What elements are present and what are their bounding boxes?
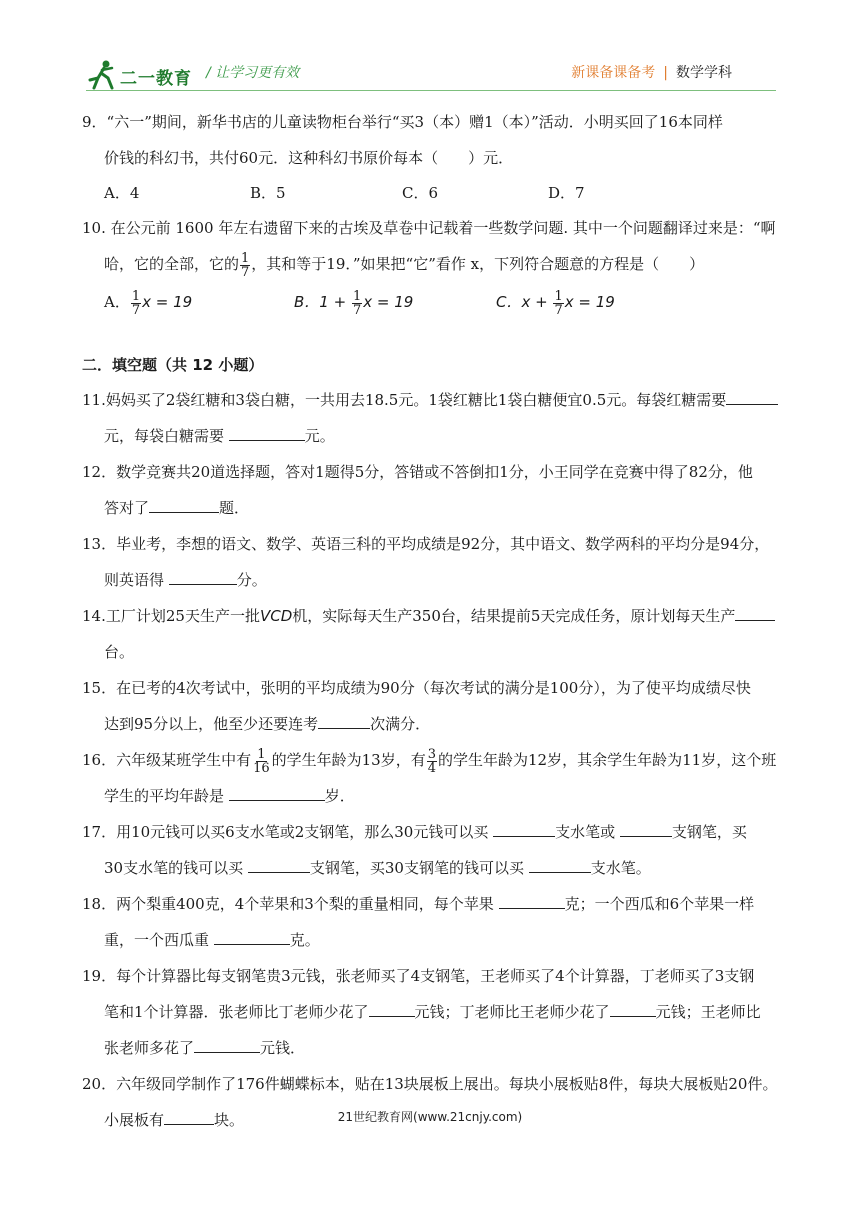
q19-line3 <box>82 1030 782 1066</box>
frac-num: 1 <box>554 288 563 304</box>
answer-blank[interactable] <box>214 928 290 945</box>
q11-line2 <box>82 418 782 454</box>
logo-text: 二一教育 <box>120 69 192 89</box>
q14-vcd: VCD <box>259 607 293 625</box>
answer-blank[interactable] <box>229 784 325 801</box>
q9-line1: 9．“六一”期间，新华书店的儿童读物柜台举行“买3（本）赠1（本）”活动．小明买回了16本同样 <box>82 113 723 131</box>
q16-text-e: 岁． <box>324 787 355 805</box>
frac-num: 1 <box>352 288 362 304</box>
q17-line1 <box>82 814 782 850</box>
question-9 <box>82 104 782 176</box>
answer-blank[interactable] <box>194 1036 260 1053</box>
frac-num: 3 <box>427 746 437 762</box>
q14-line1 <box>82 598 782 634</box>
opt-a-prefix: A． <box>104 293 130 311</box>
frac-den: 4 <box>427 760 437 776</box>
q16-line1 <box>82 742 782 778</box>
q13-line2 <box>82 562 782 598</box>
answer-blank[interactable] <box>610 1000 656 1017</box>
answer-blank[interactable] <box>149 496 219 513</box>
q19-text-c: 元钱；王老师比 <box>655 1003 761 1021</box>
frac-den: 16 <box>253 760 270 776</box>
fraction-one-seventh <box>553 290 563 317</box>
frac-den: 7 <box>241 264 250 280</box>
opt-b-eq: x = 19 <box>363 293 414 311</box>
question-16 <box>82 742 782 814</box>
question-12 <box>82 454 782 526</box>
q15-line1: 15．在已考的4次考试中，张明的平均成绩为90分（每次考试的满分是100分），为了使平均成绩尽快 <box>82 679 751 697</box>
q20-text-b: 块。 <box>214 1111 245 1129</box>
q15-text-a: 达到95分以上，他至少还要连考 <box>104 715 319 733</box>
fraction-one-sixteenth <box>252 748 271 775</box>
q10-text-b: ，其和等于19．”如果把“它”看作 x，下列符合题意的方程是（ ） <box>251 255 705 273</box>
opt-b-prefix: B．1 + <box>294 293 351 311</box>
q16-line2 <box>82 778 782 814</box>
q14-line2: 台。 <box>104 643 135 661</box>
frac-num: 1 <box>241 250 250 266</box>
q14-text-b: 机，实际每天生产350台，结果提前5天完成任务，原计划每天生产 <box>292 607 736 625</box>
frac-num: 1 <box>257 746 266 762</box>
fraction-one-seventh <box>352 290 362 317</box>
question-17 <box>82 814 782 886</box>
frac-den: 7 <box>554 302 563 318</box>
opt-c-prefix: C．x + <box>496 293 553 311</box>
answer-blank[interactable] <box>169 568 237 585</box>
q13-text-b: 分。 <box>236 571 267 589</box>
frac-den: 7 <box>352 302 362 318</box>
q12-line2 <box>82 490 782 526</box>
document-body <box>82 104 782 1138</box>
answer-blank[interactable] <box>229 424 305 441</box>
q19-text-e: 元钱． <box>260 1039 306 1057</box>
fraction-three-quarters <box>427 748 437 775</box>
q17-text-f: 支水笔。 <box>590 859 651 877</box>
q9-line2: 价钱的科幻书，共付60元．这种科幻书原价每本（ ）元． <box>104 149 514 167</box>
frac-num: 1 <box>131 288 141 304</box>
q10-line2 <box>82 246 782 282</box>
q10-line1: 10. 在公元前 1600 年左右遗留下来的古埃及草卷中记载着一些数学问题. 其中一个问题翻译过来是：“啊 <box>82 219 776 237</box>
answer-blank[interactable] <box>726 388 778 405</box>
q12-line1: 12．数学竞赛共20道选择题，答对1题得5分，答错或不答倒扣1分，小王同学在竞赛中得了82分，他 <box>82 463 753 481</box>
q13-text-a: 则英语得 <box>104 571 169 589</box>
q9-option-d: D．7 <box>548 184 585 202</box>
q11-text-b: 元，每袋白糖需要 <box>104 427 229 445</box>
q17-text-a: 17．用10元钱可以买6支水笔或2支钢笔，那么30元钱可以买 <box>82 823 494 841</box>
q19-line1: 19．每个计算器比每支钢笔贵3元钱，张老师买了4支钢笔，王老师买了4个计算器，丁老师买了3支钢 <box>82 967 755 985</box>
q11-text-a: 11.妈妈买了2袋红糖和3袋白糖，一共用去18.5元。1袋红糖比1袋白糖便宜0.5元。每袋红糖需要 <box>82 391 727 409</box>
header-right <box>571 62 732 82</box>
header-tag-left: 新课备课备考 <box>571 65 656 81</box>
q18-line2 <box>82 922 782 958</box>
q16-text-a: 16．六年级某班学生中有 <box>82 751 252 769</box>
q16-text-c: 的学生年龄为12岁，其余学生年龄为11岁，这个班 <box>438 751 777 769</box>
q9-option-c: C．6 <box>402 184 439 202</box>
question-13 <box>82 526 782 598</box>
q17-text-d: 30支水笔的钱可以买 <box>104 859 248 877</box>
q9-option-b: B．5 <box>250 184 286 202</box>
page-footer: 21世纪教育网(www.21cnjy.com) <box>337 1110 523 1124</box>
q20-text-a: 小展板有 <box>104 1111 165 1129</box>
question-19 <box>82 958 782 1066</box>
fraction-one-seventh <box>131 290 141 317</box>
q18-text-a: 18．两个梨重400克，4个苹果和3个梨的重量相同，每个苹果 <box>82 895 499 913</box>
q9-options <box>82 176 782 210</box>
question-11 <box>82 382 782 454</box>
header-subject: 数学学科 <box>676 65 732 81</box>
q20-line1: 20．六年级同学制作了176件蝴蝶标本，贴在13块展板上展出。每块小展板贴8件，每块大展板贴20件。 <box>82 1075 778 1093</box>
header-separator: | <box>663 65 668 81</box>
q17-text-b: 支水笔或 <box>555 823 620 841</box>
q16-text-b: 的学生年龄为13岁，有 <box>271 751 426 769</box>
q11-text-c: 元。 <box>304 427 335 445</box>
answer-blank[interactable] <box>499 892 565 909</box>
q15-text-b: 次满分． <box>370 715 431 733</box>
opt-a-eq: x = 19 <box>142 293 193 311</box>
q17-text-c: 支钢笔，买 <box>671 823 747 841</box>
fraction-one-seventh <box>240 252 250 279</box>
q12-text-b: 题． <box>219 499 250 517</box>
q18-text-b: 克；一个西瓜和6个苹果一样 <box>564 895 755 913</box>
runner-logo-icon <box>86 58 120 92</box>
section-heading-fill-blanks: 二．填空题（共 12 小题） <box>82 356 264 374</box>
q10-option-c <box>496 282 615 322</box>
answer-blank[interactable] <box>735 604 775 621</box>
q19-text-a: 笔和1个计算器．张老师比丁老师少花了 <box>104 1003 369 1021</box>
q16-text-d: 学生的平均年龄是 <box>104 787 229 805</box>
question-14 <box>82 598 782 670</box>
frac-den: 7 <box>131 302 141 318</box>
q19-line2 <box>82 994 782 1030</box>
q10-options <box>82 282 782 322</box>
q9-option-a: A．4 <box>104 184 140 202</box>
question-10 <box>82 210 782 282</box>
slogan: / 让学习更有效 <box>206 65 300 81</box>
q13-line1: 13．毕业考，李想的语文、数学、英语三科的平均成绩是92分，其中语文、数学两科的平均分是94分， <box>82 535 770 553</box>
q10-option-a <box>104 282 294 322</box>
q19-text-d: 张老师多花了 <box>104 1039 195 1057</box>
header-divider <box>86 90 776 91</box>
question-18 <box>82 886 782 958</box>
answer-blank[interactable] <box>369 1000 415 1017</box>
page-header <box>86 58 776 94</box>
q17-text-e: 支钢笔，买30支钢笔的钱可以买 <box>309 859 529 877</box>
opt-c-eq: x = 19 <box>564 293 615 311</box>
q19-text-b: 元钱；丁老师比王老师少花了 <box>414 1003 610 1021</box>
q17-line2 <box>82 850 782 886</box>
question-15 <box>82 670 782 742</box>
q10-option-b <box>294 282 496 322</box>
q15-line2 <box>82 706 782 742</box>
question-20 <box>82 1066 782 1138</box>
q14-text-a: 14.工厂计划25天生产一批 <box>82 607 260 625</box>
answer-blank[interactable] <box>493 820 555 837</box>
answer-blank[interactable] <box>248 856 310 873</box>
q18-line1 <box>82 886 782 922</box>
q12-text-a: 答对了 <box>104 499 150 517</box>
q10-text-a: 哈，它的全部，它的 <box>104 255 240 273</box>
answer-blank[interactable] <box>620 820 672 837</box>
answer-blank[interactable] <box>318 712 370 729</box>
answer-blank[interactable] <box>529 856 591 873</box>
q18-text-c: 重，一个西瓜重 <box>104 931 214 949</box>
q11-line1 <box>82 382 782 418</box>
q18-text-d: 克。 <box>289 931 320 949</box>
site-logo <box>86 58 204 92</box>
